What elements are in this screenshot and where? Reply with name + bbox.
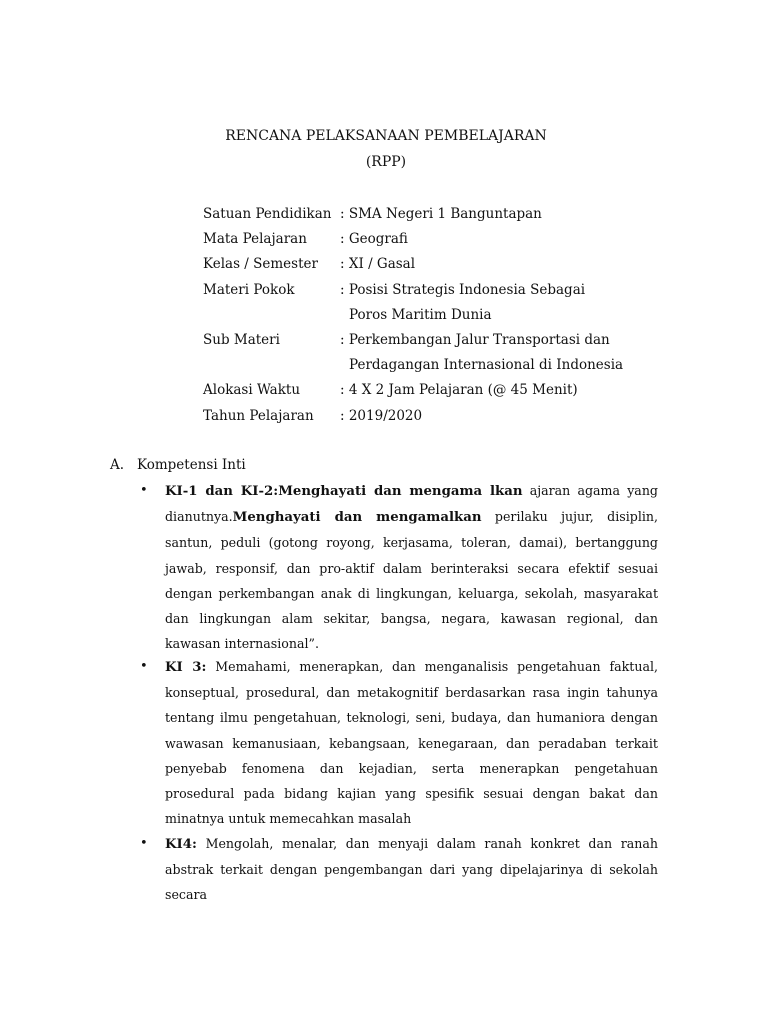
identity-label: Satuan Pendidikan [203, 206, 332, 222]
ki-body: Mengolah, menalar, dan menyaji dalam ranah konkret dan ranah abstrak terkait dengan pengembangan dari yang dipelajarinya di sekolah secara [165, 836, 658, 903]
document-title: RENCANA PELAKSANAAN PEMBELAJARAN [225, 128, 547, 144]
ki-text [165, 831, 658, 908]
identity-row [203, 252, 723, 277]
identity-label: Tahun Pelajaran [203, 407, 314, 424]
identity-label: Sub Materi [203, 331, 280, 348]
list-item [140, 654, 658, 831]
identity-value: : 4 X 2 Jam Pelajaran (@ 45 Menit) [340, 382, 578, 399]
document-subtitle: (RPP) [365, 154, 407, 170]
identity-value: : 2019/2020 [340, 407, 423, 424]
identity-continuation: Perdagangan Internasional di Indonesia [349, 357, 624, 374]
ki-body: ajaran agama yang dianutnya. [165, 483, 658, 525]
identity-table [203, 202, 723, 429]
identity-value: : XI / Gasal [340, 256, 416, 273]
bullet-icon: • [140, 483, 148, 498]
identity-label: Alokasi Waktu [203, 382, 301, 399]
list-item [140, 478, 658, 656]
identity-row [203, 227, 723, 252]
bullet-icon: • [140, 836, 148, 851]
identity-label: Kelas / Semester [203, 256, 318, 273]
identity-row [203, 278, 723, 303]
identity-label: Materi Pokok [203, 281, 295, 298]
ki-text [165, 654, 658, 831]
ki-lead: KI 3: [165, 660, 207, 675]
section-letter: A. [110, 457, 125, 473]
identity-row [203, 328, 723, 353]
identity-value: : SMA Negeri 1 Banguntapan [340, 206, 542, 222]
bullet-icon: • [140, 659, 148, 674]
ki-bold: Menghayati dan mengamalkan [232, 510, 482, 526]
identity-continuation: Poros Maritim Dunia [349, 306, 492, 323]
ki-lead: KI4: [165, 837, 197, 852]
ki-text [165, 478, 658, 656]
identity-row [203, 378, 723, 403]
identity-row [203, 202, 723, 227]
identity-row [203, 404, 723, 429]
ki-body: perilaku jujur, disiplin, santun, peduli (gotong royong, kerjasama, toleran, damai), bertanggung jawab, responsif, dan pro-aktif dalam berinteraksi secara efektif sesuai dengan perkembangan anak di lingkungan, keluarga, sekolah, masyarakat dan lingkungan alam sekitar, bangsa, negara, kawasan regional, dan kawasan internasional”. [165, 509, 658, 652]
identity-value: : Geografi [340, 231, 408, 248]
identity-value: : Perkembangan Jalur Transportasi dan [340, 331, 610, 348]
list-item [140, 831, 658, 908]
identity-label: Mata Pelajaran [203, 231, 307, 248]
section-title: Kompetensi Inti [137, 457, 246, 473]
ki-lead: KI-1 dan KI-2:Menghayati dan mengama lkan [165, 484, 523, 499]
section-heading [110, 454, 246, 476]
identity-value: : Posisi Strategis Indonesia Sebagai [340, 281, 586, 298]
ki-body: Memahami, menerapkan, dan menganalisis pengetahuan faktual, konseptual, prosedural, dan metakognitif berdasarkan rasa ingin tahunya tentang ilmu pengetahuan, teknologi, seni, budaya, dan humaniora dengan wawasan kemanusiaan, kebangsaan, kenegaraan, dan peradaban terkait penyebab fenomena dan kejadian, serta menerapkan pengetahuan prosedural pada bidang kajian yang spesifik sesuai dengan bakat dan minatnya untuk memecahkan masalah [165, 659, 658, 827]
